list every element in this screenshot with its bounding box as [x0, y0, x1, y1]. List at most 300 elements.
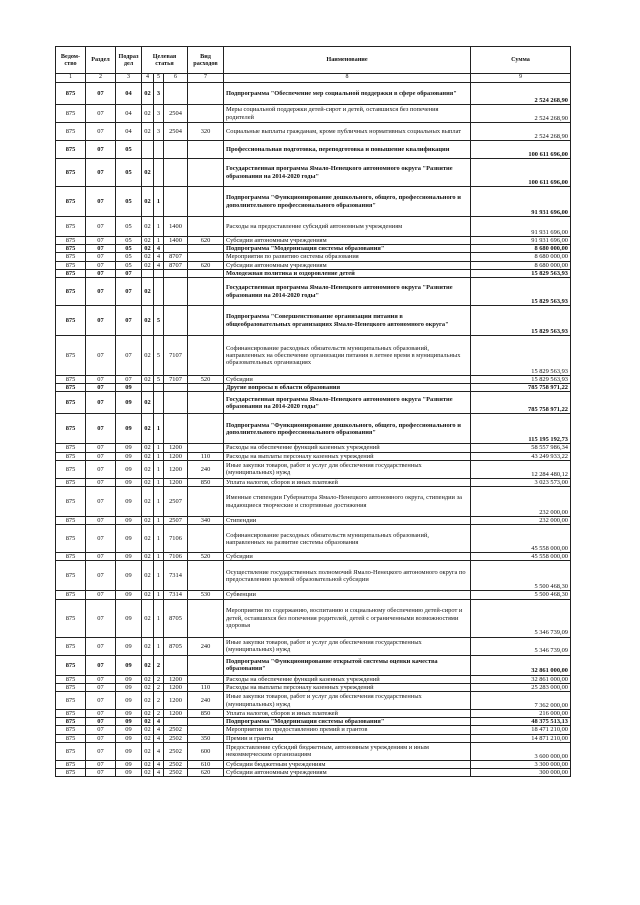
- name-cell: Именные стипендии Губернатора Ямало-Ненецкого автономного округа, стипендии за выдающиеся творческие и спортивные достижения: [224, 487, 471, 517]
- sum-cell: 8 680 000,00: [471, 261, 571, 269]
- item-cell: [164, 306, 188, 336]
- col-header-target: Целевая статья: [142, 47, 188, 74]
- table-row: [56, 561, 571, 591]
- table-row: [56, 517, 571, 525]
- subprogram-cell: 2: [154, 683, 164, 691]
- vid-cell: [188, 718, 224, 726]
- program-cell: 02: [142, 159, 154, 187]
- podrazdel-cell: 09: [116, 384, 142, 392]
- item-cell: 2502: [164, 726, 188, 734]
- podrazdel-cell: 04: [116, 105, 142, 123]
- sum-cell: 216 000,00: [471, 710, 571, 718]
- program-cell: 02: [142, 675, 154, 683]
- subprogram-cell: 4: [154, 742, 164, 760]
- podrazdel-cell: 04: [116, 83, 142, 105]
- ved-cell: 875: [56, 675, 86, 683]
- sum-cell: 15 829 563,93: [471, 376, 571, 384]
- sum-cell: 5 500 468,30: [471, 561, 571, 591]
- razdel-cell: 07: [86, 336, 116, 376]
- razdel-cell: 07: [86, 517, 116, 525]
- col-number: 1: [56, 74, 86, 83]
- razdel-cell: 07: [86, 487, 116, 517]
- ved-cell: 875: [56, 561, 86, 591]
- name-cell: Подпрограмма "Модернизация системы образования": [224, 718, 471, 726]
- program-cell: 02: [142, 278, 154, 306]
- ved-cell: 875: [56, 376, 86, 384]
- vid-cell: [188, 217, 224, 237]
- sum-cell: 100 611 696,00: [471, 159, 571, 187]
- podrazdel-cell: 09: [116, 561, 142, 591]
- sum-cell: 15 829 563,93: [471, 336, 571, 376]
- item-cell: [164, 392, 188, 414]
- table-row: [56, 675, 571, 683]
- table-row: [56, 376, 571, 384]
- program-cell: 02: [142, 655, 154, 675]
- sum-cell: 18 471 210,00: [471, 726, 571, 734]
- item-cell: 2502: [164, 760, 188, 768]
- subprogram-cell: 3: [154, 123, 164, 141]
- sum-cell: 300 000,00: [471, 769, 571, 777]
- razdel-cell: 07: [86, 217, 116, 237]
- podrazdel-cell: 09: [116, 525, 142, 553]
- col-header-ved: Ведом-ство: [56, 47, 86, 74]
- subprogram-cell: 4: [154, 253, 164, 261]
- vid-cell: [188, 187, 224, 217]
- ved-cell: 875: [56, 525, 86, 553]
- name-cell: Подпрограмма "Функционирование открытой системы оценки качества образования": [224, 655, 471, 675]
- col-header-vid: Вид расходов: [188, 47, 224, 74]
- subprogram-cell: 1: [154, 553, 164, 561]
- table-body: [56, 83, 571, 777]
- ved-cell: 875: [56, 444, 86, 452]
- item-cell: 2504: [164, 123, 188, 141]
- vid-cell: 240: [188, 692, 224, 710]
- razdel-cell: 07: [86, 306, 116, 336]
- table-row: [56, 726, 571, 734]
- col-number: 3: [116, 74, 142, 83]
- sum-cell: 45 558 000,00: [471, 525, 571, 553]
- sum-cell: 5 346 739,09: [471, 599, 571, 637]
- name-cell: Подпрограмма "Функционирование дошкольного, общего, профессионального и дополнительного профессионального образования": [224, 414, 471, 444]
- subprogram-cell: 4: [154, 245, 164, 253]
- sum-cell: 43 249 933,22: [471, 452, 571, 460]
- program-cell: 02: [142, 245, 154, 253]
- sum-cell: 3 600 000,00: [471, 742, 571, 760]
- vid-cell: 610: [188, 760, 224, 768]
- vid-cell: [188, 561, 224, 591]
- item-cell: 1400: [164, 237, 188, 245]
- col-number: 7: [188, 74, 224, 83]
- vid-cell: [188, 336, 224, 376]
- vid-cell: 240: [188, 637, 224, 655]
- ved-cell: 875: [56, 105, 86, 123]
- name-cell: Софинансирование расходных обязательств муниципальных образований, направленных на обеспечение организации питания в летнее время в муниципальных образовательных организациях: [224, 336, 471, 376]
- budget-table: [55, 46, 571, 777]
- item-cell: 7314: [164, 561, 188, 591]
- program-cell: 02: [142, 83, 154, 105]
- name-cell: Уплата налогов, сборов и иных платежей: [224, 478, 471, 486]
- subprogram-cell: 1: [154, 591, 164, 599]
- ved-cell: 875: [56, 760, 86, 768]
- item-cell: 7106: [164, 525, 188, 553]
- sum-cell: 91 931 696,00: [471, 237, 571, 245]
- table-row: [56, 525, 571, 553]
- razdel-cell: 07: [86, 692, 116, 710]
- razdel-cell: 07: [86, 591, 116, 599]
- ved-cell: 875: [56, 159, 86, 187]
- sum-cell: 115 195 192,73: [471, 414, 571, 444]
- vid-cell: [188, 675, 224, 683]
- item-cell: [164, 269, 188, 277]
- table-row: [56, 655, 571, 675]
- col-header-podrazdel: Подраз дел: [116, 47, 142, 74]
- program-cell: 02: [142, 487, 154, 517]
- table-row: [56, 159, 571, 187]
- table-row: [56, 245, 571, 253]
- program-cell: 02: [142, 599, 154, 637]
- podrazdel-cell: 05: [116, 141, 142, 159]
- item-cell: 1200: [164, 444, 188, 452]
- program-cell: 02: [142, 517, 154, 525]
- subprogram-cell: 1: [154, 444, 164, 452]
- ved-cell: 875: [56, 637, 86, 655]
- table-row: [56, 769, 571, 777]
- budget-sheet: [55, 46, 570, 777]
- table-row: [56, 336, 571, 376]
- program-cell: 02: [142, 692, 154, 710]
- sum-cell: 15 829 563,93: [471, 269, 571, 277]
- vid-cell: 850: [188, 710, 224, 718]
- name-cell: Предоставление субсидий бюджетным, автономным учреждениям и иным некоммерческим организациям: [224, 742, 471, 760]
- subprogram-cell: [154, 384, 164, 392]
- podrazdel-cell: 09: [116, 478, 142, 486]
- subprogram-cell: 1: [154, 561, 164, 591]
- subprogram-cell: 3: [154, 105, 164, 123]
- item-cell: 2507: [164, 517, 188, 525]
- program-cell: 02: [142, 734, 154, 742]
- podrazdel-cell: 07: [116, 269, 142, 277]
- sum-cell: 232 000,00: [471, 487, 571, 517]
- razdel-cell: 07: [86, 675, 116, 683]
- name-cell: Мероприятия по предоставлению премий и грантов: [224, 726, 471, 734]
- podrazdel-cell: 09: [116, 444, 142, 452]
- item-cell: 8705: [164, 637, 188, 655]
- vid-cell: [188, 414, 224, 444]
- item-cell: 8707: [164, 253, 188, 261]
- podrazdel-cell: 05: [116, 187, 142, 217]
- table-row: [56, 710, 571, 718]
- vid-cell: 620: [188, 237, 224, 245]
- name-cell: Подпрограмма "Функционирование дошкольного, общего, профессионального и дополнительного профессионального образования": [224, 187, 471, 217]
- razdel-cell: 07: [86, 384, 116, 392]
- table-row: [56, 83, 571, 105]
- program-cell: 02: [142, 591, 154, 599]
- col-number: 2: [86, 74, 116, 83]
- sum-cell: 100 611 696,00: [471, 141, 571, 159]
- sum-cell: 48 375 513,13: [471, 718, 571, 726]
- item-cell: 8707: [164, 261, 188, 269]
- podrazdel-cell: 09: [116, 414, 142, 444]
- item-cell: 8705: [164, 599, 188, 637]
- subprogram-cell: 4: [154, 726, 164, 734]
- item-cell: [164, 414, 188, 444]
- ved-cell: 875: [56, 553, 86, 561]
- program-cell: 02: [142, 760, 154, 768]
- name-cell: Расходы на выплаты персоналу казенных учреждений: [224, 452, 471, 460]
- subprogram-cell: 3: [154, 83, 164, 105]
- sum-cell: 785 758 971,22: [471, 384, 571, 392]
- table-row: [56, 452, 571, 460]
- razdel-cell: 07: [86, 452, 116, 460]
- table-row: [56, 105, 571, 123]
- sum-cell: 45 558 000,00: [471, 553, 571, 561]
- vid-cell: [188, 141, 224, 159]
- sum-cell: 14 871 210,00: [471, 734, 571, 742]
- program-cell: 02: [142, 710, 154, 718]
- program-cell: 02: [142, 726, 154, 734]
- podrazdel-cell: 09: [116, 692, 142, 710]
- vid-cell: [188, 245, 224, 253]
- razdel-cell: 07: [86, 83, 116, 105]
- ved-cell: 875: [56, 452, 86, 460]
- item-cell: 7107: [164, 336, 188, 376]
- razdel-cell: 07: [86, 637, 116, 655]
- vid-cell: [188, 306, 224, 336]
- sum-cell: 3 023 573,00: [471, 478, 571, 486]
- item-cell: 2504: [164, 105, 188, 123]
- table-row: [56, 692, 571, 710]
- subprogram-cell: 4: [154, 261, 164, 269]
- name-cell: Субсидии автономным учреждениям: [224, 769, 471, 777]
- table-row: [56, 187, 571, 217]
- name-cell: Субсидии: [224, 553, 471, 561]
- table-row: [56, 444, 571, 452]
- sum-cell: 232 000,00: [471, 517, 571, 525]
- vid-cell: [188, 83, 224, 105]
- vid-cell: [188, 278, 224, 306]
- sum-cell: 785 758 971,22: [471, 392, 571, 414]
- program-cell: 02: [142, 306, 154, 336]
- item-cell: 7314: [164, 591, 188, 599]
- item-cell: 1200: [164, 710, 188, 718]
- subprogram-cell: 2: [154, 692, 164, 710]
- ved-cell: 875: [56, 517, 86, 525]
- name-cell: Иные закупки товаров, работ и услуг для обеспечения государственных (муниципальных) нужд: [224, 460, 471, 478]
- razdel-cell: 07: [86, 599, 116, 637]
- col-number: 4: [142, 74, 154, 83]
- vid-cell: [188, 726, 224, 734]
- podrazdel-cell: 09: [116, 734, 142, 742]
- item-cell: 2502: [164, 742, 188, 760]
- program-cell: 02: [142, 217, 154, 237]
- subprogram-cell: 2: [154, 710, 164, 718]
- subprogram-cell: 1: [154, 460, 164, 478]
- podrazdel-cell: 09: [116, 392, 142, 414]
- sum-cell: 15 829 563,93: [471, 278, 571, 306]
- table-row: [56, 306, 571, 336]
- sum-cell: 5 346 739,09: [471, 637, 571, 655]
- subprogram-cell: [154, 392, 164, 414]
- ved-cell: 875: [56, 245, 86, 253]
- program-cell: 02: [142, 336, 154, 376]
- name-cell: Меры социальной поддержки детей-сирот и детей, оставшихся без попечения родителей: [224, 105, 471, 123]
- col-number: 8: [224, 74, 471, 83]
- sum-cell: 8 680 000,00: [471, 253, 571, 261]
- subprogram-cell: 2: [154, 675, 164, 683]
- sum-cell: 32 861 000,00: [471, 655, 571, 675]
- col-number: 5: [154, 74, 164, 83]
- ved-cell: 875: [56, 414, 86, 444]
- subprogram-cell: 4: [154, 769, 164, 777]
- vid-cell: 530: [188, 591, 224, 599]
- item-cell: 2502: [164, 734, 188, 742]
- podrazdel-cell: 07: [116, 278, 142, 306]
- item-cell: [164, 718, 188, 726]
- razdel-cell: 07: [86, 414, 116, 444]
- razdel-cell: 07: [86, 553, 116, 561]
- vid-cell: [188, 392, 224, 414]
- razdel-cell: 07: [86, 187, 116, 217]
- item-cell: [164, 384, 188, 392]
- podrazdel-cell: 09: [116, 637, 142, 655]
- vid-cell: [188, 159, 224, 187]
- razdel-cell: 07: [86, 392, 116, 414]
- name-cell: Расходы на обеспечение функций казенных учреждений: [224, 444, 471, 452]
- podrazdel-cell: 09: [116, 553, 142, 561]
- name-cell: Государственная программа Ямало-Ненецкого автономного округа "Развитие образования на 2014-2020 годы": [224, 278, 471, 306]
- item-cell: [164, 187, 188, 217]
- subprogram-cell: 4: [154, 718, 164, 726]
- podrazdel-cell: 09: [116, 487, 142, 517]
- ved-cell: 875: [56, 253, 86, 261]
- podrazdel-cell: 09: [116, 599, 142, 637]
- program-cell: 02: [142, 414, 154, 444]
- podrazdel-cell: 09: [116, 769, 142, 777]
- program-cell: 02: [142, 637, 154, 655]
- name-cell: Профессиональная подготовка, переподготовка и повышение квалификации: [224, 141, 471, 159]
- podrazdel-cell: 05: [116, 245, 142, 253]
- razdel-cell: 07: [86, 123, 116, 141]
- vid-cell: [188, 253, 224, 261]
- col-header-razdel: Раздел: [86, 47, 116, 74]
- sum-cell: 91 931 696,00: [471, 217, 571, 237]
- razdel-cell: 07: [86, 105, 116, 123]
- item-cell: [164, 278, 188, 306]
- program-cell: 02: [142, 742, 154, 760]
- column-number-row: [56, 74, 571, 83]
- podrazdel-cell: 09: [116, 517, 142, 525]
- subprogram-cell: 5: [154, 306, 164, 336]
- razdel-cell: 07: [86, 141, 116, 159]
- sum-cell: 2 524 268,90: [471, 83, 571, 105]
- razdel-cell: 07: [86, 269, 116, 277]
- ved-cell: 875: [56, 692, 86, 710]
- vid-cell: 320: [188, 123, 224, 141]
- item-cell: 7106: [164, 553, 188, 561]
- podrazdel-cell: 09: [116, 683, 142, 691]
- table-row: [56, 742, 571, 760]
- subprogram-cell: [154, 159, 164, 187]
- razdel-cell: 07: [86, 261, 116, 269]
- name-cell: Субсидии автономным учреждениям: [224, 237, 471, 245]
- ved-cell: 875: [56, 769, 86, 777]
- ved-cell: 875: [56, 591, 86, 599]
- razdel-cell: 07: [86, 726, 116, 734]
- table-row: [56, 261, 571, 269]
- table-row: [56, 637, 571, 655]
- ved-cell: 875: [56, 187, 86, 217]
- podrazdel-cell: 09: [116, 675, 142, 683]
- name-cell: Субсидии автономным учреждениям: [224, 261, 471, 269]
- vid-cell: [188, 384, 224, 392]
- table-row: [56, 478, 571, 486]
- vid-cell: 520: [188, 376, 224, 384]
- item-cell: 1200: [164, 452, 188, 460]
- podrazdel-cell: 05: [116, 159, 142, 187]
- program-cell: 02: [142, 444, 154, 452]
- ved-cell: 875: [56, 683, 86, 691]
- subprogram-cell: 5: [154, 336, 164, 376]
- name-cell: Иные закупки товаров, работ и услуг для обеспечения государственных (муниципальных) нужд: [224, 637, 471, 655]
- table-row: [56, 591, 571, 599]
- ved-cell: 875: [56, 278, 86, 306]
- table-row: [56, 269, 571, 277]
- program-cell: 02: [142, 683, 154, 691]
- podrazdel-cell: 05: [116, 217, 142, 237]
- item-cell: 2507: [164, 487, 188, 517]
- vid-cell: 600: [188, 742, 224, 760]
- table-row: [56, 718, 571, 726]
- table-row: [56, 237, 571, 245]
- program-cell: [142, 141, 154, 159]
- podrazdel-cell: 05: [116, 237, 142, 245]
- name-cell: Государственная программа Ямало-Ненецкого автономного округа "Развитие образования на 2014-2020 годы": [224, 159, 471, 187]
- name-cell: Подпрограмма "Совершенствование организации питания в общеобразовательных организациях Ямало-Ненецкого автономного округа": [224, 306, 471, 336]
- item-cell: 1400: [164, 217, 188, 237]
- sum-cell: 8 680 000,00: [471, 245, 571, 253]
- item-cell: 1200: [164, 478, 188, 486]
- name-cell: Осуществление государственных полномочий Ямало-Ненецкого автономного округа по предоставлению целевой образовательной субсидии: [224, 561, 471, 591]
- program-cell: 02: [142, 237, 154, 245]
- program-cell: 02: [142, 261, 154, 269]
- sum-cell: 5 500 468,30: [471, 591, 571, 599]
- name-cell: Подпрограмма "Модернизация системы образования": [224, 245, 471, 253]
- table-row: [56, 760, 571, 768]
- name-cell: Иные закупки товаров, работ и услуг для обеспечения государственных (муниципальных) нужд: [224, 692, 471, 710]
- program-cell: 02: [142, 376, 154, 384]
- name-cell: Субсидии бюджетным учреждениям: [224, 760, 471, 768]
- subprogram-cell: 1: [154, 517, 164, 525]
- name-cell: Другие вопросы в области образования: [224, 384, 471, 392]
- program-cell: 02: [142, 123, 154, 141]
- subprogram-cell: 1: [154, 487, 164, 517]
- ved-cell: 875: [56, 710, 86, 718]
- sum-cell: 15 829 563,93: [471, 306, 571, 336]
- razdel-cell: 07: [86, 460, 116, 478]
- table-row: [56, 141, 571, 159]
- name-cell: Расходы на предоставление субсидий автономным учреждениям: [224, 217, 471, 237]
- razdel-cell: 07: [86, 655, 116, 675]
- ved-cell: 875: [56, 123, 86, 141]
- razdel-cell: 07: [86, 683, 116, 691]
- razdel-cell: 07: [86, 742, 116, 760]
- item-cell: 1200: [164, 675, 188, 683]
- item-cell: [164, 245, 188, 253]
- podrazdel-cell: 09: [116, 452, 142, 460]
- ved-cell: 875: [56, 261, 86, 269]
- vid-cell: [188, 105, 224, 123]
- razdel-cell: 07: [86, 710, 116, 718]
